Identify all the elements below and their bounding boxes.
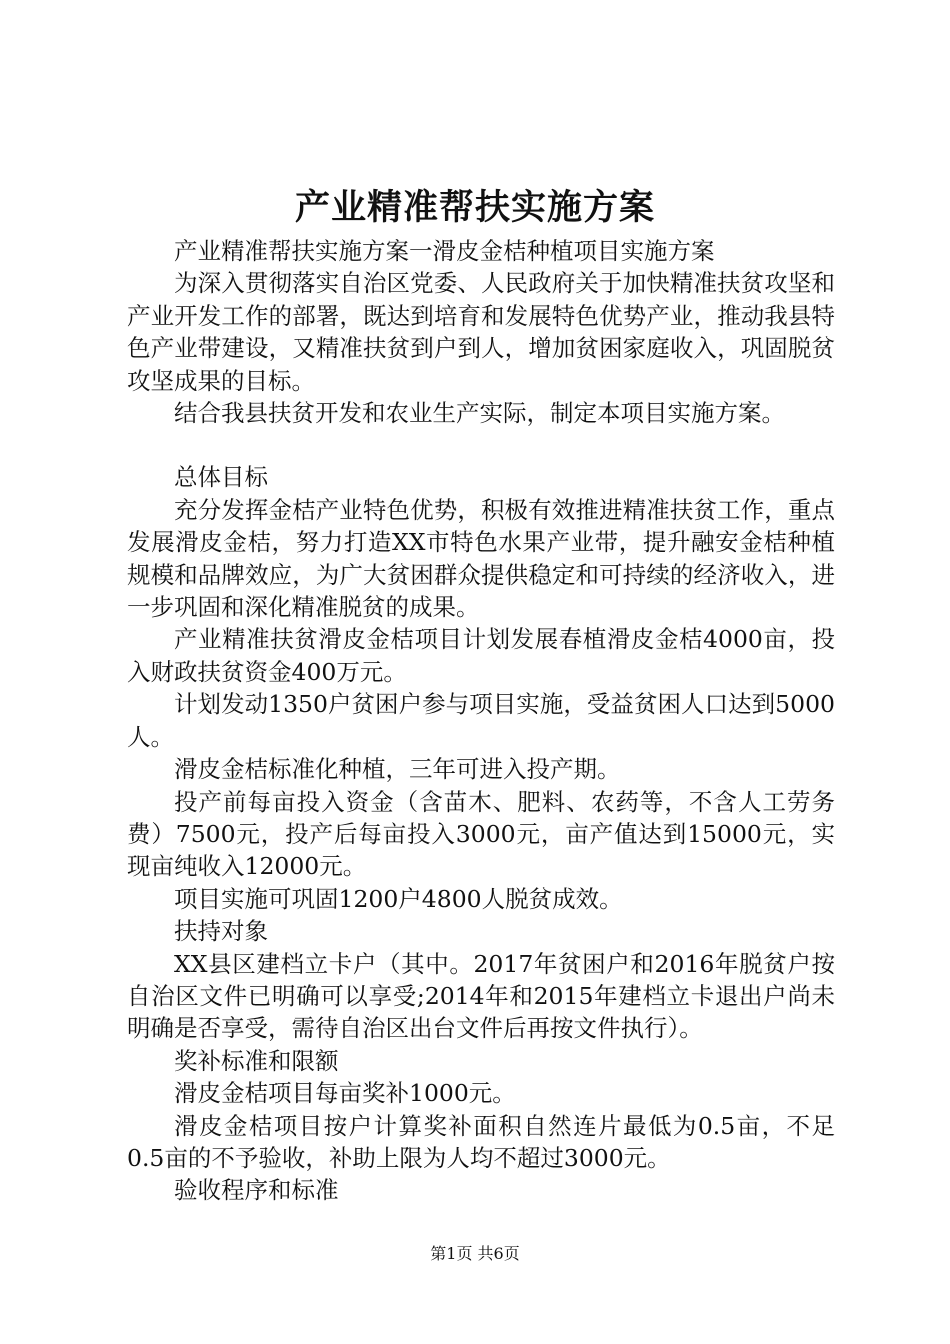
paragraph-plan-scale: 产业精准扶贫滑皮金桔项目计划发展春植滑皮金桔4000亩，投入财政扶贫资金400万元。 xyxy=(127,625,835,686)
paragraph-households: 计划发动1350户贫困户参与项目实施，受益贫困人口达到5000人。 xyxy=(127,690,835,751)
paragraph-subtitle: 产业精准帮扶实施方案一滑皮金桔种植项目实施方案 xyxy=(174,237,715,265)
paragraph-investment: 投产前每亩投入资金（含苗木、肥料、农药等，不含人工劳务费）7500元，投产后每亩投入3000元，亩产值达到15000元，实现亩纯收入12000元。 xyxy=(127,787,835,881)
paragraph-production-period: 滑皮金桔标准化种植，三年可进入投产期。 xyxy=(174,755,621,784)
paragraph-basis: 结合我县扶贫开发和农业生产实际，制定本项目实施方案。 xyxy=(174,399,785,428)
paragraph-subsidy-limit: 滑皮金桔项目按户计算奖补面积自然连片最低为0.5亩，不足0.5亩的不予验收，补助上限为人均不超过3000元。 xyxy=(127,1111,835,1172)
paragraph-goal-description: 充分发挥金桔产业特色优势，积极有效推进精准扶贫工作，重点发展滑皮金桔，努力打造XX市特色水果产业带，提升融安金桔种植规模和品牌效应，为广大贫困群众提供稳定和可持续的经济收入，进一步巩固和深化精准脱贫的成果。 xyxy=(127,495,835,622)
section-heading-beneficiaries: 扶持对象 xyxy=(174,917,268,946)
paragraph-outcome: 项目实施可巩固1200户4800人脱贫成效。 xyxy=(174,884,623,913)
paragraph-beneficiaries: XX县区建档立卡户（其中。2017年贫困户和2016年脱贫户按自治区文件已明确可以享受;2014年和2015年建档立卡退出户尚未明确是否享受，需待自治区出台文件后再按文件执行）。 xyxy=(127,949,835,1043)
page-number-footer: 第1页 共6页 xyxy=(430,1244,520,1263)
page-title: 产业精准帮扶实施方案 xyxy=(294,187,655,228)
section-heading-overall-goal: 总体目标 xyxy=(174,463,268,492)
document-body xyxy=(127,235,835,1207)
paragraph-intro: 为深入贯彻落实自治区党委、人民政府关于加快精准扶贫攻坚和产业开发工作的部署，既达到培育和发展特色优势产业，推动我县特色产业带建设，又精准扶贫到户到人，增加贫困家庭收入，巩固脱贫攻坚成果的目标。 xyxy=(127,269,835,395)
section-heading-subsidy: 奖补标准和限额 xyxy=(174,1046,339,1075)
section-heading-acceptance: 验收程序和标准 xyxy=(174,1176,339,1205)
paragraph-subsidy-rate: 滑皮金桔项目每亩奖补1000元。 xyxy=(174,1079,516,1108)
